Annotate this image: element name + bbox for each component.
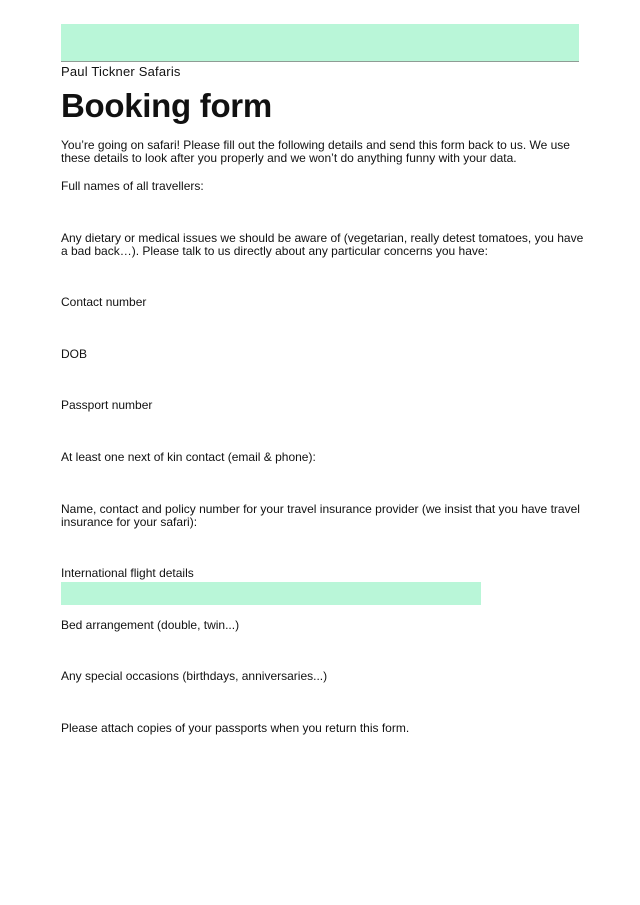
flight-details-field[interactable] xyxy=(61,582,481,605)
flight-details-label: International flight details xyxy=(61,566,194,580)
header-band xyxy=(61,24,579,62)
next-of-kin-label: At least one next of kin contact (email & phone): xyxy=(61,450,316,464)
travellers-label: Full names of all travellers: xyxy=(61,179,204,193)
passport-number-label: Passport number xyxy=(61,398,153,412)
dietary-label: Any dietary or medical issues we should be aware of (vegetarian, really detest tomatoes, you have a bad back…). Please talk to us directly about any particular concerns you have: xyxy=(61,231,584,258)
company-name: Paul Tickner Safaris xyxy=(61,64,181,79)
intro-text: You’re going on safari! Please fill out the following details and send this form back to us. We use these details to look after you properly and we won’t do anything funny with your data. xyxy=(61,138,570,165)
bed-arrangement-label: Bed arrangement (double, twin...) xyxy=(61,618,240,632)
contact-number-label: Contact number xyxy=(61,295,147,309)
dob-label: DOB xyxy=(61,347,88,361)
page-title: Booking form xyxy=(61,87,272,124)
insurance-label: Name, contact and policy number for your travel insurance provider (we insist that you have travel insurance for your safari): xyxy=(61,502,580,529)
passport-attachment-note: Please attach copies of your passports when you return this form. xyxy=(61,721,410,735)
special-occasions-label: Any special occasions (birthdays, anniversaries...) xyxy=(61,669,328,683)
